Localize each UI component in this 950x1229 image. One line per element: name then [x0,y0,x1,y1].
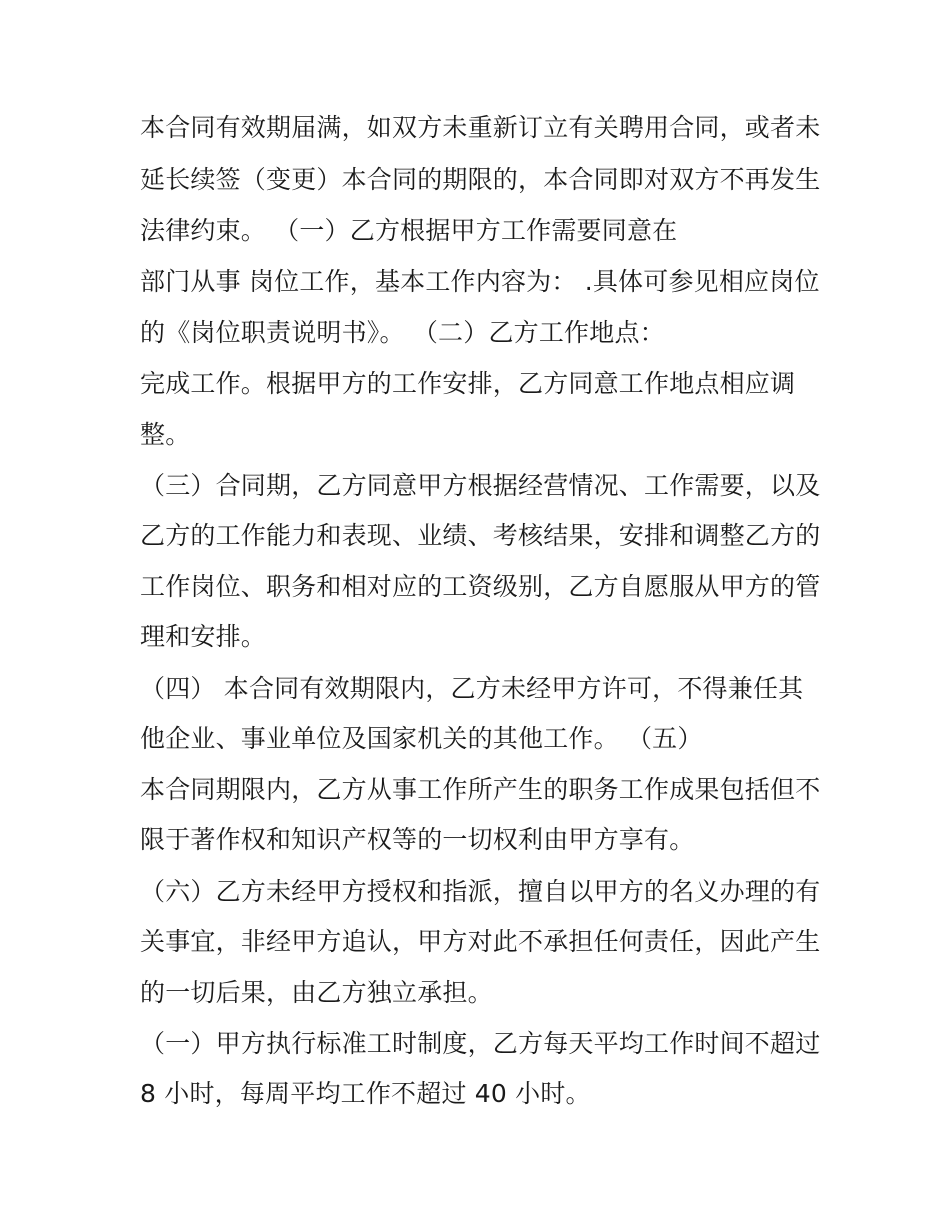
text-line: （四） 本合同有效期限内，乙方未经甲方许可，不得兼任其 [140,674,804,703]
text-line: （三）合同期，乙方同意甲方根据经营情况、工作需要，以及 [140,471,821,500]
text-line: 部门从事 岗位工作，基本工作内容为： .具体可参见相应岗位 [140,267,820,296]
text-line: 限于著作权和知识产权等的一切权利由甲方享有。 [140,825,695,854]
text-line: 工作岗位、职务和相对应的工资级别，乙方自愿服从甲方的管 [140,572,821,601]
text-line: 本合同期限内，乙方从事工作所产生的职务工作成果包括但不 [140,775,821,804]
text-line: 乙方的工作能力和表现、业绩、考核结果，安排和调整乙方的 [140,521,821,550]
text-line: 关事宜，非经甲方追认，甲方对此不承担任何责任，因此产生 [140,927,821,956]
text-line: 8 小时，每周平均工作不超过 40 小时。 [140,1079,591,1108]
text-line: 的《岗位职责说明书》。 （二）乙方工作地点： [140,318,665,347]
text-line: 整。 [140,420,191,449]
text-line: （六）乙方未经甲方授权和指派，擅自以甲方的名义办理的有 [140,877,821,906]
text-line: 延长续签（变更）本合同的期限的，本合同即对双方不再发生 [140,165,821,194]
text-line: 法律约束。 （一）乙方根据甲方工作需要同意在 [140,216,678,245]
text-line: 他企业、事业单位及国家机关的其他工作。 （五） [140,724,703,753]
text-line: 的一切后果，由乙方独立承担。 [140,978,493,1007]
text-line: 理和安排。 [140,622,267,651]
text-line: （一）甲方执行标准工时制度，乙方每天平均工作时间不超过 [140,1029,821,1058]
text-line: 完成工作。根据甲方的工作安排，乙方同意工作地点相应调 [140,369,796,398]
text-line: 本合同有效期届满，如双方未重新订立有关聘用合同，或者未 [140,113,821,142]
